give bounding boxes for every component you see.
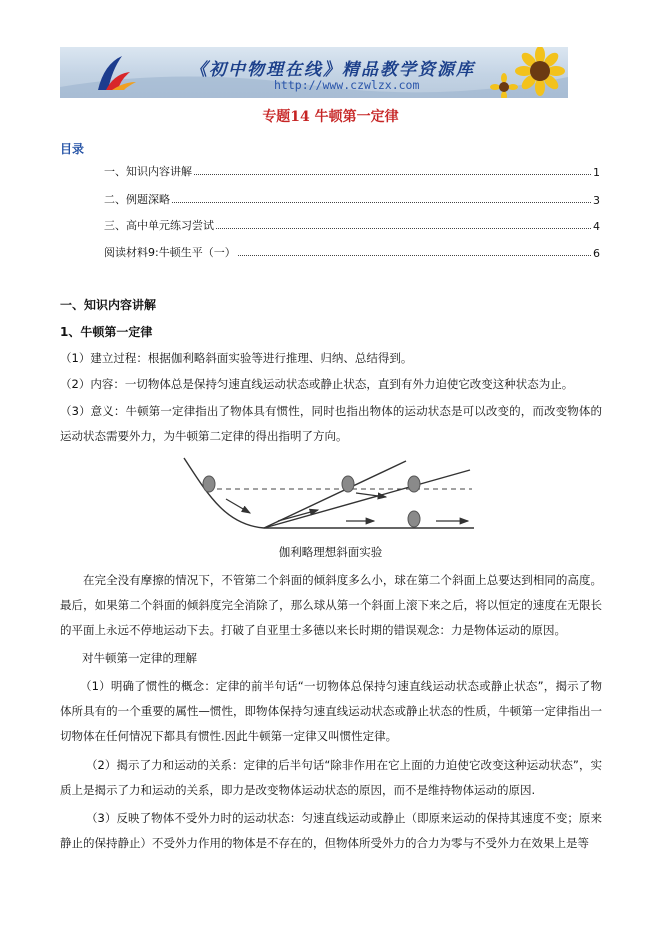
toc-leader xyxy=(238,255,591,256)
understanding-heading: 对牛顿第一定律的理解 xyxy=(82,651,197,665)
header-banner xyxy=(60,47,568,98)
subsection-heading: 1、牛顿第一定律 xyxy=(60,325,153,339)
paragraph-no-force: （3）反映了物体不受外力时的运动状态：匀速直线运动或静止（即原来运动的保持其速度不变；原来静止的保持静止）不受外力作用的物体是不存在的，但物体所受外力的合力为零与不受外力在效果上是等 xyxy=(60,811,602,850)
motion-arrows xyxy=(226,493,468,521)
toc-leader xyxy=(216,228,591,229)
banner-url: http://www.czwlzx.com xyxy=(274,78,420,92)
toc-item-page: 6 xyxy=(593,247,600,260)
paragraph-inertia: （1）明确了惯性的概念：定律的前半句话“一切物体总保持匀速直线运动状态或静止状态”，揭示了物体所具有的一个重要的属性—惯性，即物体保持匀速直线运动状态或静止状态的性质，牛顿第一定律指出一切物体在任何情况下都具有惯性.因此牛顿第一定律又叫惯性定律。 xyxy=(60,679,602,743)
incline-curves xyxy=(184,458,474,528)
ball-flat-plane xyxy=(408,511,420,527)
sunflower-icon xyxy=(490,47,568,98)
document-title: 专题14 牛顿第一定律 xyxy=(262,109,399,125)
toc-item[interactable] xyxy=(104,244,600,260)
paragraph-content: （2）内容：一切物体总是保持匀速直线运动状态或静止状态，直到有外力迫使它改变这种状态为止。 xyxy=(60,377,574,391)
toc-heading: 目录 xyxy=(60,142,85,156)
figure-caption: 伽利略理想斜面实验 xyxy=(278,545,383,559)
toc-item-label: 三、高中单元练习尝试 xyxy=(104,219,214,232)
ball-gentle-incline xyxy=(408,476,420,492)
toc-leader xyxy=(194,174,591,175)
toc-item-label: 二、例题深略 xyxy=(104,193,170,206)
toc-item[interactable] xyxy=(104,217,600,233)
section-heading: 一、知识内容讲解 xyxy=(60,298,157,312)
paragraph-significance: （3）意义：牛顿第一定律指出了物体具有惯性，同时也指出物体的运动状态是可以改变的，而改变物体的运动状态需要外力，为牛顿第二定律的得出指明了方向。 xyxy=(60,404,602,443)
ball-start xyxy=(203,476,215,492)
paragraph-experiment: 在完全没有摩擦的情况下，不管第二个斜面的倾斜度多么小，球在第二个斜面上总要达到相同的高度。最后，如果第二个斜面的倾斜度完全消除了，那么球从第一个斜面上滚下来之后，将以恒定的速度在无限长的平面上永远不停地运动下去。打破了自亚里士多德以来长时期的错误观念：力是物体运动的原因。 xyxy=(60,573,602,637)
toc-item[interactable] xyxy=(104,163,600,179)
ball-steep-incline xyxy=(342,476,354,492)
toc-item-page: 4 xyxy=(593,220,600,233)
toc-item[interactable] xyxy=(104,191,600,207)
paragraph-process: （1）建立过程：根据伽利略斜面实验等进行推理、归纳、总结得到。 xyxy=(60,351,413,365)
toc-item-label: 阅读材料9:牛顿生平（一） xyxy=(104,246,236,259)
toc-item-page: 1 xyxy=(593,166,600,179)
banner-title: 《初中物理在线》精品教学资源库 xyxy=(190,60,475,80)
toc-leader xyxy=(172,202,591,203)
paragraph-force-motion: （2）揭示了力和运动的关系：定律的后半句话“除非作用在它上面的力迫使它改变这种运动状态”，实质上是揭示了力和运动的关系，即力是改变物体运动状态的原因，而不是维持物体运动的原因. xyxy=(60,758,602,797)
toc-item-label: 一、知识内容讲解 xyxy=(104,165,192,178)
galileo-incline-diagram xyxy=(178,455,478,533)
toc-item-page: 3 xyxy=(593,194,600,207)
site-logo-icon xyxy=(90,52,140,94)
